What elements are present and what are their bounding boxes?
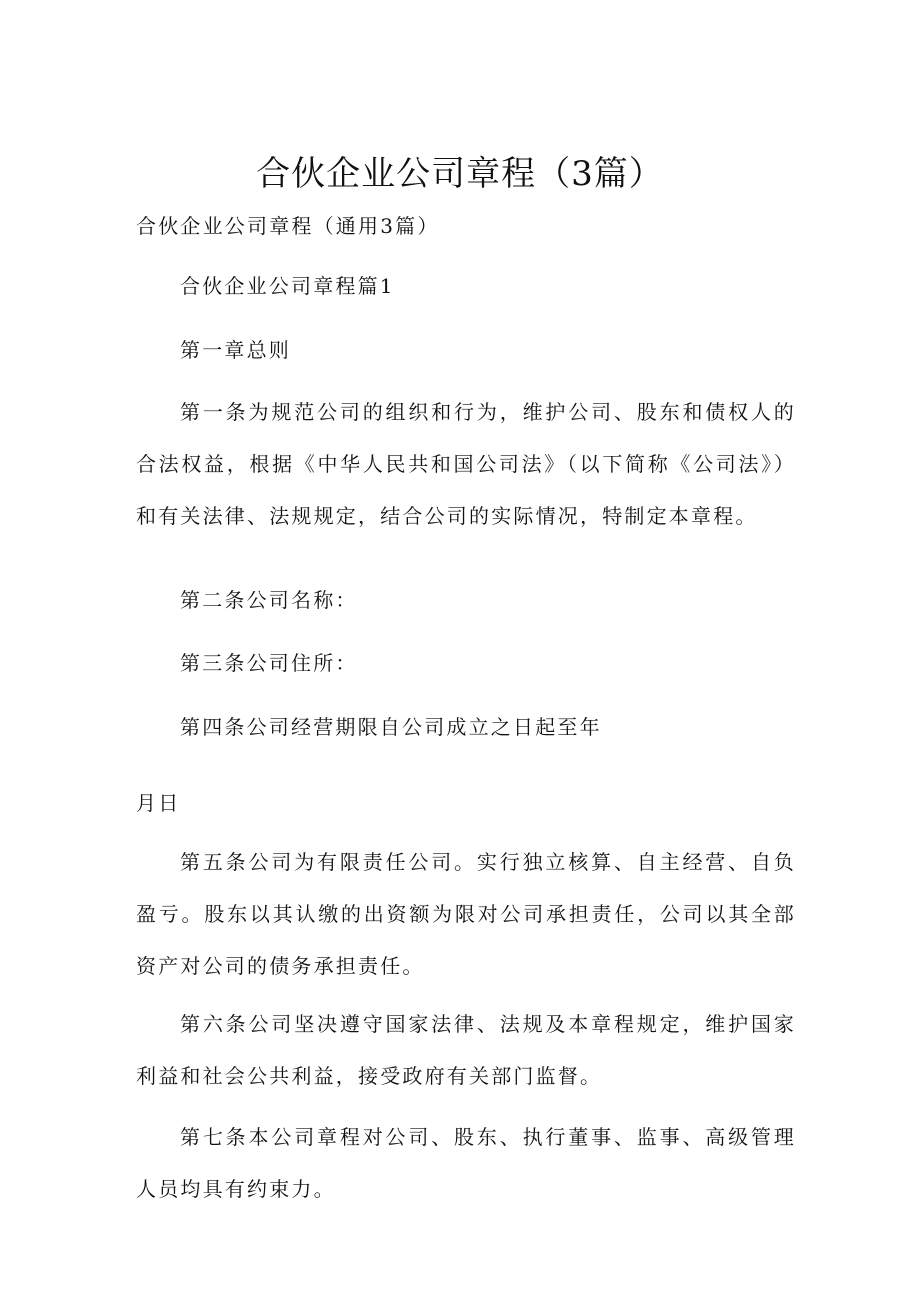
section-heading: 合伙企业公司章程篇1	[180, 274, 395, 298]
article-2: 第二条公司名称：	[180, 588, 358, 612]
document-title: 合伙企业公司章程（3篇）	[256, 154, 664, 194]
article-6: 第六条公司坚决遵守国家法律、法规及本章程规定，维护国家利益和社会公共利益，接受政府有关部门监督。	[136, 1012, 796, 1088]
document-subtitle: 合伙企业公司章程（通用3篇）	[136, 214, 440, 238]
article-3: 第三条公司住所：	[180, 651, 358, 675]
article-7: 第七条本公司章程对公司、股东、执行董事、监事、高级管理人员均具有约束力。	[136, 1125, 796, 1201]
chapter-heading: 第一章总则	[180, 338, 291, 362]
article-5: 第五条公司为有限责任公司。实行独立核算、自主经营、自负盈亏。股东以其认缴的出资额为限对公司承担责任，公司以其全部资产对公司的债务承担责任。	[136, 850, 796, 978]
article-4: 第四条公司经营期限自公司成立之日起至年	[180, 715, 602, 739]
article-1: 第一条为规范公司的组织和行为，维护公司、股东和债权人的合法权益，根据《中华人民共和国公司法》（以下简称《公司法》）和有关法律、法规规定，结合公司的实际情况，特制定本章程。	[136, 400, 796, 528]
article-4-continuation: 月日	[136, 791, 181, 815]
